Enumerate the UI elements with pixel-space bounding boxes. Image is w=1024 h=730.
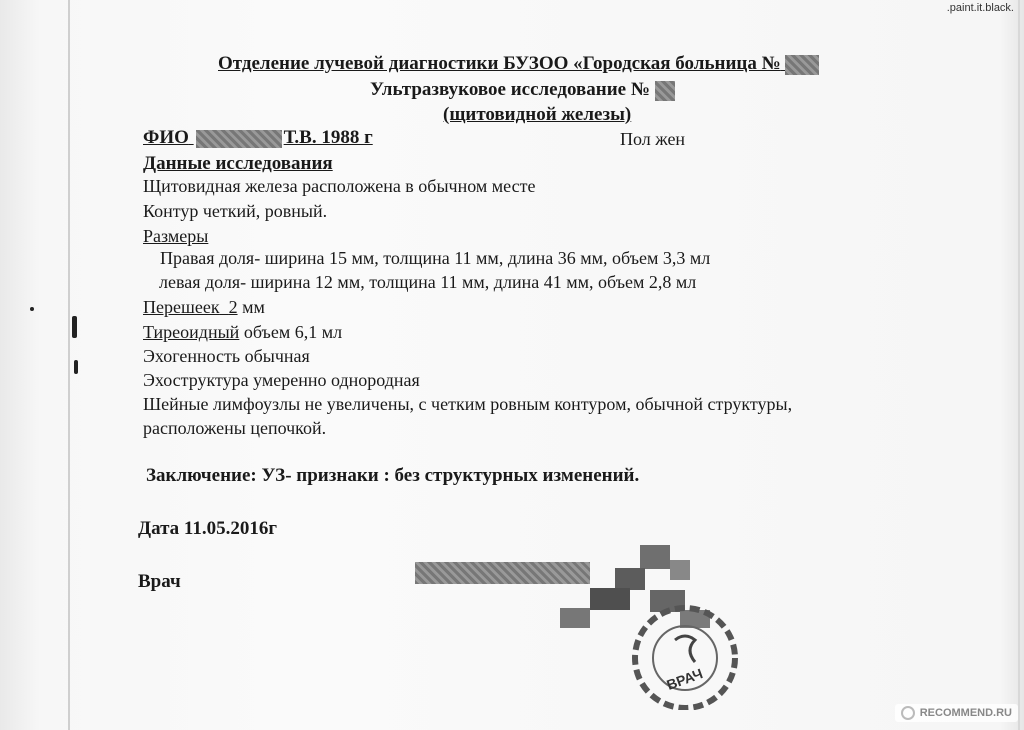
isthmus-label: Перешеек	[143, 297, 220, 317]
right-lobe: Правая доля- ширина 15 мм, толщина 11 мм, длина 36 мм, объем 3,3 мл	[160, 248, 711, 268]
punch-mark	[72, 316, 77, 338]
header-line-2	[370, 79, 675, 101]
patient-sex: Пол жен	[620, 129, 686, 149]
fio-label: ФИО	[143, 127, 189, 148]
conclusion: Заключение: УЗ- признаки : без структурных изменений.	[146, 465, 640, 486]
recommend-logo-icon	[901, 706, 915, 720]
header-line-1	[218, 53, 819, 75]
echogenicity: Эхогенность обычная	[143, 346, 310, 366]
echostructure: Эхоструктура умеренно однородная	[143, 370, 420, 390]
doctor-stamp	[620, 600, 750, 710]
finding-location: Щитовидная железа расположена в обычном месте	[143, 176, 536, 196]
watermark-top: .paint.it.black.	[946, 2, 1014, 14]
thyroid-label: Тиреоидный	[143, 322, 240, 342]
stamp-text: ВРАЧ	[664, 665, 705, 693]
thyroid-volume	[143, 322, 342, 343]
lymph-line-1: Шейные лимфоузлы не увеличены, с четким ровным контуром, обычной структуры,	[143, 394, 793, 414]
header-line-3: (щитовидной железы)	[443, 104, 632, 125]
left-lobe: левая доля- ширина 12 мм, толщина 11 мм, длина 41 мм, объем 2,8 мл	[159, 272, 697, 292]
redaction-block	[196, 130, 282, 148]
doctor-label: Врач	[138, 571, 181, 592]
header-clinic: Отделение лучевой диагностики БУЗОО «Городская больница №	[218, 53, 781, 74]
finding-contour: Контур четкий, ровный.	[143, 201, 328, 221]
page-fold-right	[1018, 0, 1020, 730]
sizes-heading: Размеры	[143, 226, 209, 246]
redaction-block	[785, 55, 819, 75]
date: Дата 11.05.2016г	[138, 518, 277, 539]
redaction-block	[655, 81, 675, 101]
punch-mark	[30, 307, 34, 311]
punch-mark	[74, 360, 78, 374]
lymph-line-2: расположены цепочкой.	[143, 418, 327, 438]
patient-fio	[143, 127, 373, 149]
isthmus-value: 2	[228, 297, 238, 317]
isthmus-gap	[220, 297, 229, 317]
page-fold-left	[68, 0, 70, 730]
fio-rest: Т.В. 1988 г	[283, 127, 373, 148]
isthmus-unit: мм	[242, 297, 265, 317]
watermark-bottom-text: RECOMMEND.RU	[919, 707, 1012, 719]
isthmus	[143, 297, 265, 318]
header-study: Ультразвуковое исследование №	[370, 79, 650, 100]
thyroid-rest: объем 6,1 мл	[243, 322, 343, 342]
data-heading: Данные исследования	[143, 153, 333, 174]
signature-redaction	[415, 562, 590, 584]
watermark-bottom	[895, 704, 1018, 722]
